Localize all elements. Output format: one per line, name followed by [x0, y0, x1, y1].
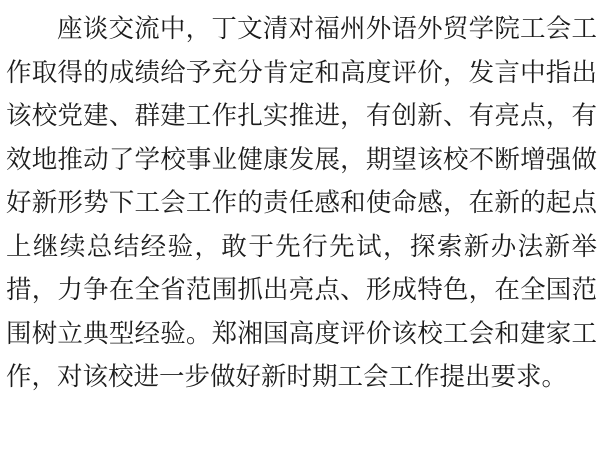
article-paragraph: 座谈交流中，丁文清对福州外语外贸学院工会工作取得的成绩给予充分肯定和高度评价，发言中指出该校党建、群建工作扎实推进，有创新、有亮点，有效地推动了学校事业健康发展，期望该校不断增强做好新形势下工会工作的责任感和使命感，在新的起点上继续总结经验，敢于先行先试，探索新办法新举措，力争在全省范围抓出亮点、形成特色，在全国范围树立典型经验。郑湘国高度评价该校工会和建家工作，对该校进一步做好新时期工会工作提出要求。 [6, 14, 597, 392]
